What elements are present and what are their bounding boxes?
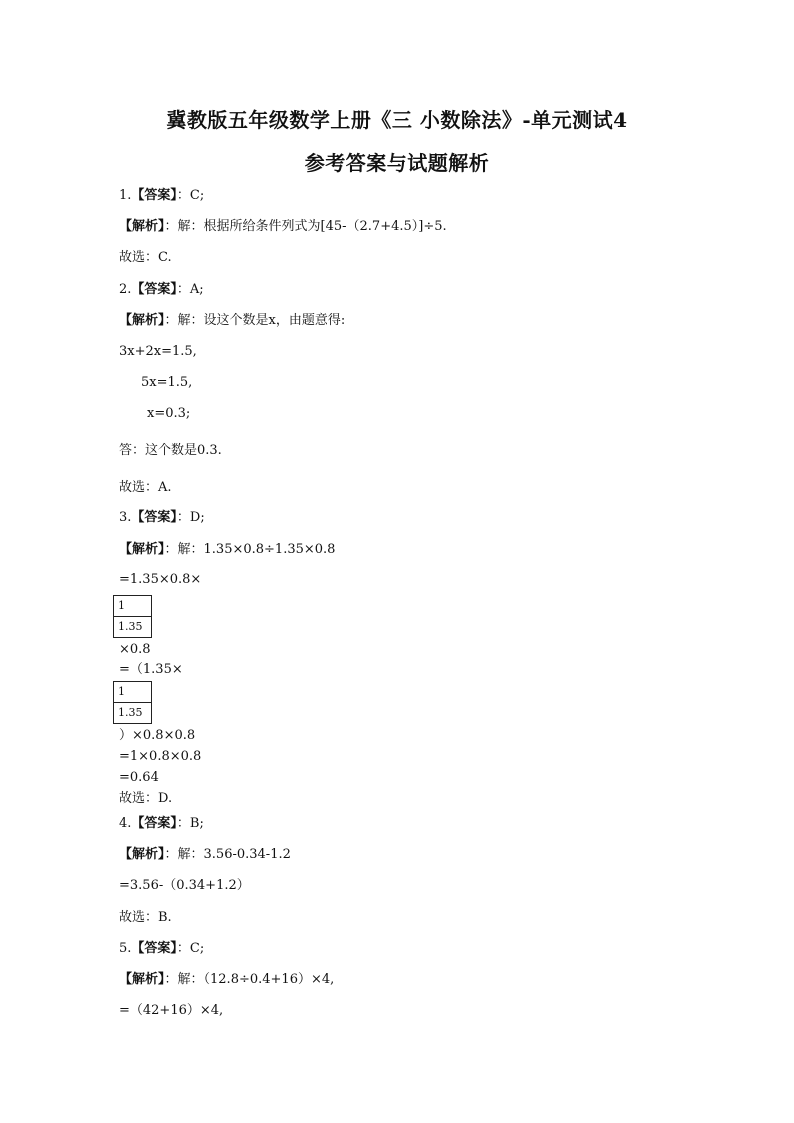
q3-fraction-2-numerator: 1 [114,682,151,703]
q3-answer-tag: 【答案】 [131,510,177,525]
q3-step4: ）×0.8×0.8 [119,728,196,743]
q1-answer-line [119,188,204,204]
q3-number: 3. [119,510,132,525]
q3-fraction-1-numerator: 1 [114,596,151,617]
q5-step1: =（42+16）×4, [119,1003,224,1018]
q1-answer-tag: 【答案】 [131,188,177,203]
q2-analysis-line [119,313,345,329]
q4-number: 4. [119,816,132,831]
q3-step3: =（1.35× [119,662,183,677]
q1-choose: 故选：C. [119,250,172,265]
q2-analysis-tag: 【解析】 [119,313,165,328]
q1-answer: ：C; [176,188,205,203]
q1-number: 1. [119,188,132,203]
q3-choose: 故选：D. [119,791,173,806]
q2-step1: 3x+2x=1.5, [119,344,197,359]
q2-number: 2. [119,282,132,297]
q1-analysis-line [119,219,447,235]
q5-analysis-line [119,972,334,988]
q1-analysis: ：解：根据所给条件列式为[45-（2.7+4.5）]÷5. [164,219,447,234]
q3-step2: ×0.8 [119,642,151,657]
q4-answer-line [119,816,204,832]
q2-step2: 5x=1.5, [141,375,193,390]
q2-step3: x=0.3; [147,406,191,421]
q3-analysis: ：解：1.35×0.8÷1.35×0.8 [164,542,336,557]
q3-analysis-tag: 【解析】 [119,542,165,557]
q2-answer: ：A; [176,282,204,297]
q4-answer: ：B; [176,816,204,831]
q4-analysis: ：解：3.56-0.34-1.2 [164,847,291,862]
q5-answer: ：C; [176,941,205,956]
q5-analysis-tag: 【解析】 [119,972,165,987]
q3-analysis-line [119,542,335,558]
q2-answer-tag: 【答案】 [131,282,177,297]
q4-choose: 故选：B. [119,910,172,925]
q3-fraction-2 [113,681,152,724]
q3-answer-line [119,510,205,526]
q2-choose: 故选：A. [119,480,172,495]
q5-answer-tag: 【答案】 [131,941,177,956]
q2-analysis: ：解：设这个数是x，由题意得: [164,313,346,328]
q1-analysis-tag: 【解析】 [119,219,165,234]
q3-fraction-1 [113,595,152,638]
q3-answer: ：D; [176,510,205,525]
q4-answer-tag: 【答案】 [131,816,177,831]
document-subtitle: 参考答案与试题解析 [304,151,490,175]
q2-answer-line [119,282,204,298]
q3-fraction-1-denominator: 1.35 [118,620,143,633]
document-title: 冀教版五年级数学上册《三 小数除法》-单元测试4 [166,108,628,132]
q3-step1: =1.35×0.8× [119,572,202,587]
q4-analysis-line [119,847,291,863]
q5-analysis: ：解：（12.8÷0.4+16）×4, [164,972,335,987]
q2-reply: 答：这个数是0.3. [119,443,222,458]
q3-fraction-2-denominator: 1.35 [118,706,143,719]
q4-analysis-tag: 【解析】 [119,847,165,862]
q3-step5: =1×0.8×0.8 [119,749,202,764]
q3-step6: =0.64 [119,770,159,785]
q5-answer-line [119,941,204,957]
q4-step1: =3.56-（0.34+1.2） [119,878,250,893]
q5-number: 5. [119,941,132,956]
